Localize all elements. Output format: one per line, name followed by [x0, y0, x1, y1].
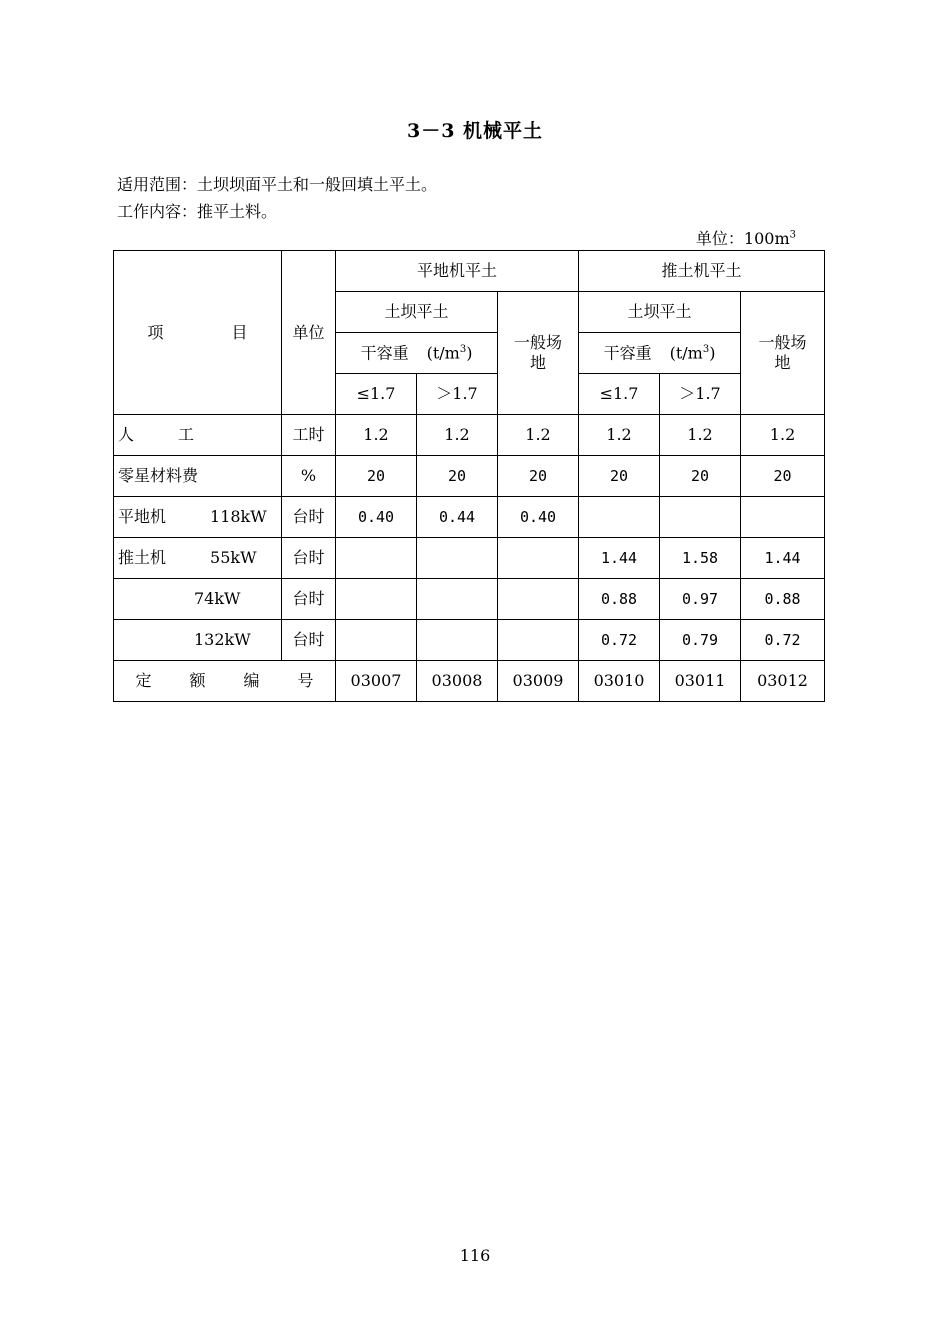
cell: 0.97 [660, 579, 741, 620]
cell: 1.2 [741, 415, 825, 456]
density-sup-1: 3 [459, 344, 467, 356]
cell: 0.72 [741, 620, 825, 661]
cell: 1.2 [579, 415, 660, 456]
cell: 20 [498, 456, 579, 497]
row-label-a: 推土机 [118, 548, 167, 568]
header-dam-fill-1: 土坝平土 [336, 292, 498, 333]
row-label [114, 415, 282, 456]
unit-note-text: 单位：100m [695, 229, 790, 248]
row-unit: 工时 [282, 415, 336, 456]
row-label [114, 497, 282, 538]
cell [498, 620, 579, 661]
row-label-b: 118kW [210, 507, 267, 527]
cell [417, 538, 498, 579]
density-unit-1: (t/m [426, 343, 460, 363]
row-label-a: 平地机 [118, 507, 167, 527]
row-unit: 台时 [282, 538, 336, 579]
cell [336, 620, 417, 661]
cell [336, 538, 417, 579]
general-site-text-1: 一般场地 [513, 333, 562, 372]
header-unit: 单位 [282, 251, 336, 415]
cell: 0.44 [417, 497, 498, 538]
row-unit: 台时 [282, 497, 336, 538]
quota-label-char: 号 [297, 671, 314, 691]
unit-note [696, 226, 796, 249]
cell: 20 [336, 456, 417, 497]
quota-code-row [114, 661, 825, 702]
header-item-a: 项 [147, 322, 164, 342]
cell: 20 [579, 456, 660, 497]
cell: 20 [417, 456, 498, 497]
table-row [114, 497, 825, 538]
cell [498, 579, 579, 620]
page-number: 116 [459, 1246, 491, 1265]
cell: 1.2 [498, 415, 579, 456]
header-general-site-2 [741, 292, 825, 415]
quota-label-char: 编 [243, 671, 260, 691]
row-unit: 台时 [282, 620, 336, 661]
header-le-2: ≤1.7 [579, 374, 660, 415]
cell [660, 497, 741, 538]
cell [498, 538, 579, 579]
row-label-b: 55kW [210, 548, 257, 568]
cell [417, 620, 498, 661]
density-unit-2: (t/m [669, 343, 703, 363]
row-unit: % [282, 456, 336, 497]
row-unit: 台时 [282, 579, 336, 620]
table-row [114, 456, 825, 497]
cell: 1.2 [336, 415, 417, 456]
cell: 20 [741, 456, 825, 497]
cell [579, 497, 660, 538]
header-item-b: 目 [231, 322, 248, 342]
quota-code: 03009 [498, 661, 579, 702]
cell: 1.44 [741, 538, 825, 579]
work-content-text: 工作内容：推平土料。 [117, 202, 278, 221]
quota-code: 03008 [417, 661, 498, 702]
row-label [114, 538, 282, 579]
quota-table [113, 250, 825, 702]
scope-text: 适用范围：土坝坝面平土和一般回填土平土。 [117, 175, 438, 194]
cell: 0.79 [660, 620, 741, 661]
cell [336, 579, 417, 620]
cell: 1.44 [579, 538, 660, 579]
cell: 0.88 [741, 579, 825, 620]
quota-label [114, 661, 336, 702]
header-general-site-1 [498, 292, 579, 415]
header-grader-group: 平地机平土 [336, 251, 579, 292]
header-gt-1: ＞1.7 [417, 374, 498, 415]
header-item [114, 251, 282, 415]
general-site-text-2: 一般场地 [758, 333, 807, 372]
header-dry-density-2 [579, 333, 741, 374]
row-label: 74kW [114, 579, 282, 620]
density-unit-end-1: ) [466, 343, 473, 363]
cell: 20 [660, 456, 741, 497]
cell: 0.40 [336, 497, 417, 538]
density-unit-end-2: ) [709, 343, 716, 363]
density-sup-2: 3 [702, 344, 710, 356]
row-label: 132kW [114, 620, 282, 661]
cell [417, 579, 498, 620]
quota-code: 03011 [660, 661, 741, 702]
row-label-a: 人 [118, 425, 135, 445]
table-row [114, 538, 825, 579]
table-row [114, 415, 825, 456]
dry-density-label-1: 干容重 [360, 343, 409, 363]
row-label: 零星材料费 [114, 456, 282, 497]
row-label-b: 工 [178, 425, 195, 445]
cell: 1.58 [660, 538, 741, 579]
quota-label-char: 定 [135, 671, 152, 691]
cell: 0.40 [498, 497, 579, 538]
header-gt-2: ＞1.7 [660, 374, 741, 415]
quota-label-char: 额 [189, 671, 206, 691]
table-row [114, 579, 825, 620]
table-row [114, 620, 825, 661]
page-title: 3－3 机械平土 [406, 120, 544, 142]
header-dozer-group: 推土机平土 [579, 251, 825, 292]
dry-density-label-2: 干容重 [603, 343, 652, 363]
header-le-1: ≤1.7 [336, 374, 417, 415]
quota-code: 03007 [336, 661, 417, 702]
unit-note-sup: 3 [789, 229, 796, 241]
header-dam-fill-2: 土坝平土 [579, 292, 741, 333]
cell [741, 497, 825, 538]
cell: 0.88 [579, 579, 660, 620]
cell: 0.72 [579, 620, 660, 661]
quota-code: 03010 [579, 661, 660, 702]
header-dry-density-1 [336, 333, 498, 374]
quota-code: 03012 [741, 661, 825, 702]
cell: 1.2 [417, 415, 498, 456]
cell: 1.2 [660, 415, 741, 456]
